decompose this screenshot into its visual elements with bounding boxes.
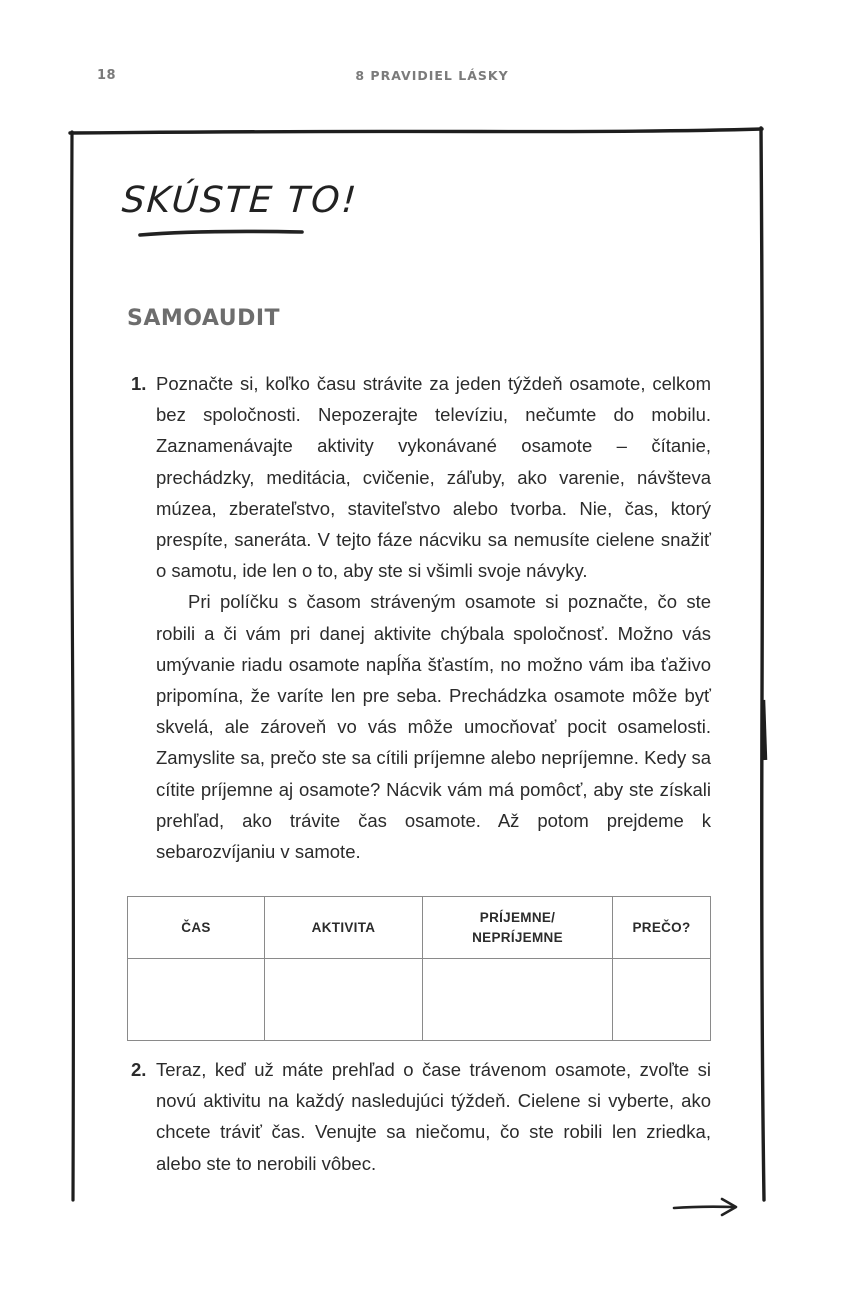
table-cell [613,959,711,1041]
column-header-feeling [423,897,613,959]
column-header-activity: AKTIVITA [265,897,423,959]
title-underline [138,226,308,240]
arrow-right-icon [672,1196,742,1218]
column-header-why: PREČO? [613,897,711,959]
column-header-feeling-line2: NEPRÍJEMNE [472,929,563,945]
self-audit-table [127,896,711,1041]
page-number: 18 [97,68,117,83]
table-header-row [128,897,711,959]
item-number: 2. [131,1059,147,1080]
item-1-paragraph-2: Pri políčku s časom stráveným osamote si poznačte, čo ste robili a či vám pri danej aktivite chýbala spoločnosť. Možno vás umývanie riadu osamote napĺňa šťastím, no možno vám iba ťaživo pripomína, že varíte len pre seba. Prechádzka osamote môže byť skvelá, ale zároveň vo vás môže umocňovať pocit osamelosti. Zamyslite sa, prečo ste sa cítili príjemne alebo nepríjemne. Kedy sa cítite príjemne aj osamote? Nácvik vám má pomôcť, aby ste získali prehľad, ako trávite čas osamote. Až potom prejdeme k sebarozvíjaniu v samote. [156,591,711,863]
box-title: SKÚSTE TO! [120,180,360,221]
item-number: 1. [131,373,147,394]
section-title: SAMOAUDIT [127,306,281,331]
running-head: 8 PRAVIDIEL LÁSKY [355,68,509,83]
column-header-time: ČAS [128,897,265,959]
table-cell [423,959,613,1041]
exercise-item-2 [131,1054,711,1179]
table-cell [265,959,423,1041]
item-2-paragraph-1: Teraz, keď už máte prehľad o čase trávenom osamote, zvoľte si novú aktivitu na každý nasledujúci týždeň. Cielene si vyberte, ako chcete tráviť čas. Venujte sa niečomu, čo ste robili len zriedka, alebo ste to nerobili vôbec. [156,1059,711,1174]
table-row [128,959,711,1041]
column-header-feeling-line1: PRÍJEMNE/ [479,909,556,925]
table-cell [128,959,265,1041]
item-1-paragraph-1: Poznačte si, koľko času strávite za jeden týždeň osamote, celkom bez spoločnosti. Nepozerajte televíziu, nečumte do mobilu. Zaznamenávajte aktivity vykonávané osamote – čítanie, prechádzky, meditácia, cvičenie, záľuby, ako varenie, návšteva múzea, zberateľstvo, staviteľstvo alebo tvorba. Nie, čas, ktorý prespíte, saneráta. V tejto fáze nácviku sa nemusíte cielene snažiť o samotu, ide len o to, aby ste si všimli svoje návyky. [156,373,711,582]
exercise-item-1 [131,368,711,867]
